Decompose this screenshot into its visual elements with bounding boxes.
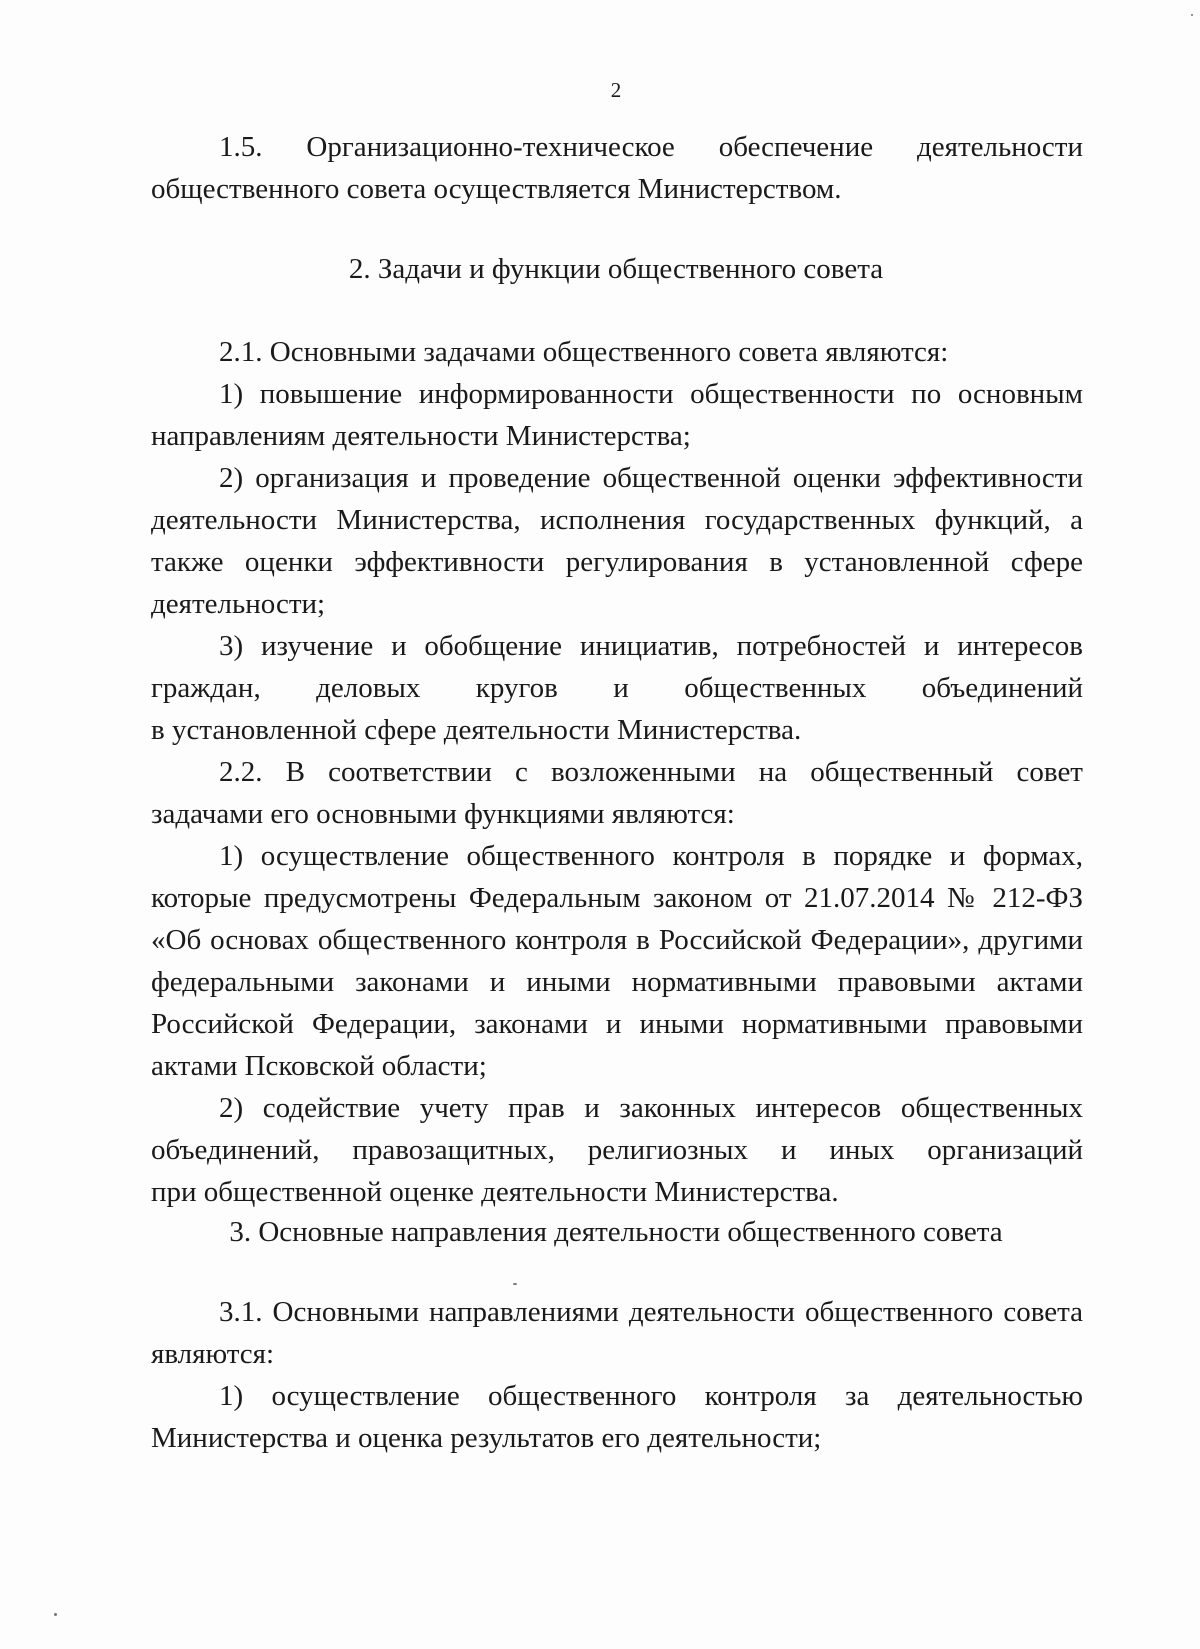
text-line: направлениям деятельности Министерства; (151, 420, 691, 452)
text-line: федеральными законами и иными нормативными правовыми актами (151, 966, 1083, 998)
text-line: задачами его основными функциями являются: (151, 798, 735, 830)
text-line: общественного совета осуществляется Министерством. (151, 173, 842, 205)
text-line: 2) содействие учету прав и законных интересов общественных (219, 1092, 1083, 1124)
text-line: 1) осуществление общественного контроля за деятельностью (219, 1380, 1083, 1412)
text-line: в установленной сфере деятельности Министерства. (151, 714, 802, 746)
text-line: 3.1. Основными направлениями деятельности общественного совета (219, 1296, 1083, 1328)
text-line: которые предусмотрены Федеральным законом от 21.07.2014 № 212-ФЗ (151, 882, 1083, 914)
scan-speck (54, 1613, 57, 1616)
text-line: Российской Федерации, законами и иными нормативными правовыми (151, 1008, 1083, 1040)
paragraph-1-5 (151, 126, 1083, 210)
text-line: 2) организация и проведение общественной оценки эффективности (219, 462, 1083, 494)
text-line: деятельности; (151, 588, 326, 620)
text-line: граждан, деловых кругов и общественных объединений (151, 672, 1083, 704)
text-line: 1) повышение информированности общественности по основным (219, 378, 1083, 410)
page-number: 2 (610, 78, 622, 102)
text-line: деятельности Министерства, исполнения государственных функций, а (151, 504, 1083, 536)
section-heading-3: 3. Основные направления деятельности общественного совета (229, 1216, 1003, 1248)
section-2-body (151, 331, 1083, 1213)
text-line: «Об основах общественного контроля в Российской Федерации», другими (151, 924, 1083, 956)
text-line: 2.2. В соответствии с возложенными на общественный совет (219, 756, 1083, 788)
section-3-body (151, 1291, 1083, 1459)
text-line: актами Псковской области; (151, 1050, 487, 1082)
section-heading-2: 2. Задачи и функции общественного совета (348, 253, 884, 285)
text-line: при общественной оценке деятельности Министерства. (151, 1176, 839, 1208)
text-line: 1) осуществление общественного контроля в порядке и формах, (219, 840, 1083, 872)
text-line: являются: (151, 1338, 275, 1370)
scan-speck (1191, 14, 1193, 16)
text-line: объединений, правозащитных, религиозных и иных организаций (151, 1134, 1083, 1166)
text-line: 2.1. Основными задачами общественного совета являются: (219, 336, 949, 368)
scan-speck (513, 1283, 517, 1285)
text-line: 1.5. Организационно-техническое обеспечение деятельности (219, 131, 1083, 163)
text-line: 3) изучение и обобщение инициатив, потребностей и интересов (219, 630, 1083, 662)
text-line: Министерства и оценка результатов его деятельности; (151, 1422, 822, 1454)
text-line: также оценки эффективности регулирования в установленной сфере (151, 546, 1083, 578)
